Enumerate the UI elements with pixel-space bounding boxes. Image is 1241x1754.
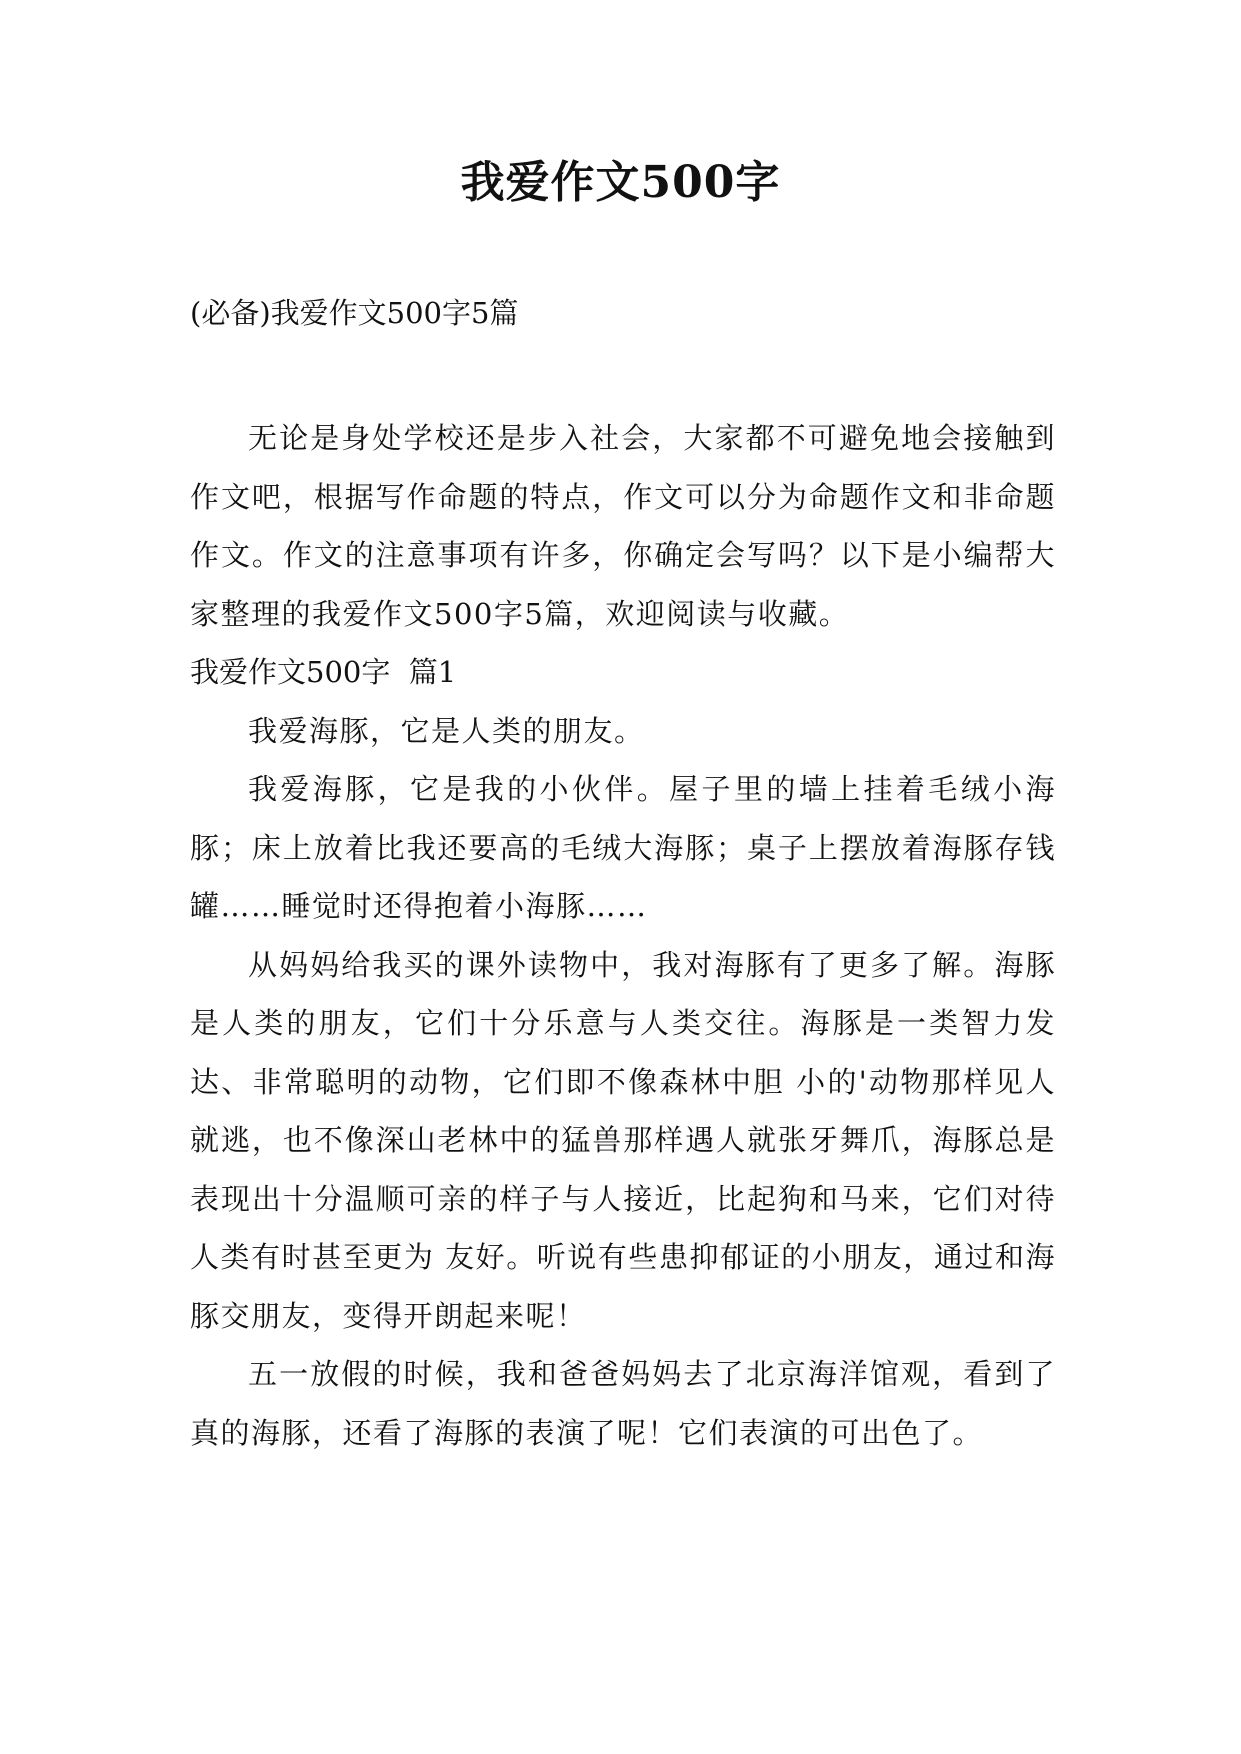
- document-body: [190, 409, 1056, 1462]
- document-subtitle: (必备)我爱作文500字5篇: [190, 296, 519, 330]
- body-paragraph: 我爱海豚，它是我的小伙伴。屋子里的墙上挂着毛绒小海豚；床上放着比我还要高的毛绒大海豚；桌子上摆放着海豚存钱罐……睡觉时还得抱着小海豚……: [190, 772, 1056, 923]
- document-title: 我爱作文500字: [460, 157, 781, 208]
- section-heading: 我爱作文500字 篇1: [190, 655, 457, 689]
- body-paragraph: 从妈妈给我买的课外读物中，我对海豚有了更多了解。海豚是人类的朋友，它们十分乐意与人类交往。海豚是一类智力发达、非常聪明的动物，它们即不像森林中胆 小的'动物那样见人就逃，也不像深山老林中的猛兽那样遇人就张牙舞爪，海豚总是表现出十分温顺可亲的样子与人接近，比起狗和马来，它们对待人类有时甚至更为 友好。听说有些患抑郁证的小朋友，通过和海豚交朋友，变得开朗起来呢！: [190, 947, 1056, 1333]
- body-paragraph: 五一放假的时候，我和爸爸妈妈去了北京海洋馆观，看到了真的海豚，还看了海豚的表演了呢！它们表演的可出色了。: [190, 1357, 1056, 1450]
- body-paragraph: 我爱海豚，它是人类的朋友。: [248, 713, 645, 748]
- intro-paragraph: 无论是身处学校还是步入社会，大家都不可避免地会接触到作文吧，根据写作命题的特点，作文可以分为命题作文和非命题作文。作文的注意事项有许多，你确定会写吗？以下是小编帮大家整理的我爱作文500字5篇，欢迎阅读与收藏。: [190, 421, 1056, 631]
